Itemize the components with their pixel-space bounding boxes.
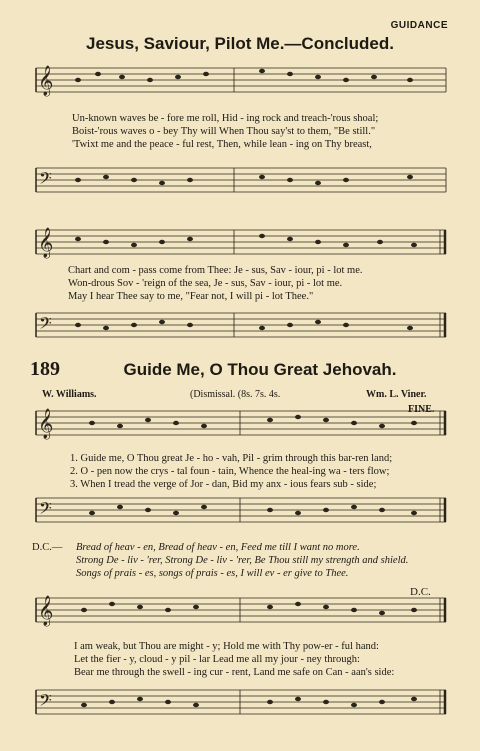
verse-lines-prev-1 [72,112,378,151]
dc-label: D.C.— [32,542,63,553]
lyric-line: Songs of prais - es, songs of prais - es, I will ev - er give to Thee. [76,568,349,579]
composer: Wm. L. Viner. [366,389,427,400]
music-staff-bass [0,160,480,210]
lyric-line: 1. Guide me, O Thou great Je - ho - vah, Pil - grim through this bar-ren land; [70,453,393,464]
dc-marker: D.C. [410,586,431,598]
author: W. Williams. [42,389,97,400]
svg-text:𝄢: 𝄢 [39,692,52,714]
lyric-line: Boist-'rous waves o - bey Thy will When Thou say'st to them, "Be still." [72,126,376,137]
hymn-number: 189 [30,358,60,380]
music-staff-treble [0,590,480,640]
dc-lines [76,541,408,580]
svg-text:𝄢: 𝄢 [39,500,52,522]
svg-text:𝄞: 𝄞 [38,409,54,438]
lyric-line: Won-drous Sov - 'reign of the sea, Je - sus, Sav - iour, pi - lot me. [68,278,343,289]
lyric-line: May I hear Thee say to me, "Fear not, I will pi - lot Thee." [68,291,314,302]
music-staff-bass [0,490,480,540]
svg-text:𝄢: 𝄢 [39,170,52,192]
svg-text:𝄞: 𝄞 [38,596,54,625]
verse-lines-2 [74,640,394,679]
section-label: GUIDANCE [390,20,448,31]
lyric-line: Bread of heav - en, Bread of heav - en, Feed me till I want no more. [76,542,360,553]
music-staff-bass [0,682,480,732]
music-staff-treble [0,403,480,453]
lyric-line: 'Twixt me and the peace - ful rest, Then, while lean - ing on Thy breast, [72,139,372,150]
verse-lines-1 [70,452,392,491]
svg-text:𝄢: 𝄢 [39,315,52,337]
lyric-line: Un-known waves be - fore me roll, Hid - ing rock and treach-'rous shoal; [72,113,379,124]
lyric-line: 3. When I tread the verge of Jor - dan, Bid my anx - ious fears sub - side; [70,479,377,490]
lyric-line: Strong De - liv - 'rer, Strong De - liv - 'rer, Be Thou still my strength and shield. [76,555,409,566]
fine-marker: FINE. [408,404,435,415]
verse-lines-prev-2 [68,264,363,303]
lyric-line: 2. O - pen now the crys - tal foun - tain, Whence the heal-ing wa - ters flow; [70,466,390,477]
svg-text:𝄞: 𝄞 [38,228,54,257]
lyric-line: Let the fier - y, cloud - y pil - lar Lead me all my jour - ney through: [74,654,360,665]
lyric-line: Chart and com - pass come from Thee: Je - sus, Sav - iour, pi - lot me. [68,265,363,276]
hymn-title-continued: Jesus, Saviour, Pilot Me.—Concluded. [86,34,394,53]
music-staff-treble [0,58,480,118]
svg-text:𝄞: 𝄞 [38,66,54,95]
music-staff-bass [0,305,480,355]
lyric-line: I am weak, but Thou are might - y; Hold me with Thy pow-er - ful hand: [74,641,379,652]
lyric-line: Bear me through the swell - ing cur - rent, Land me safe on Can - aan's side: [74,667,395,678]
tune-meter: (Dismissal. (8s. 7s. 4s. [190,389,281,400]
hymn-title: Guide Me, O Thou Great Jehovah. [123,360,397,379]
